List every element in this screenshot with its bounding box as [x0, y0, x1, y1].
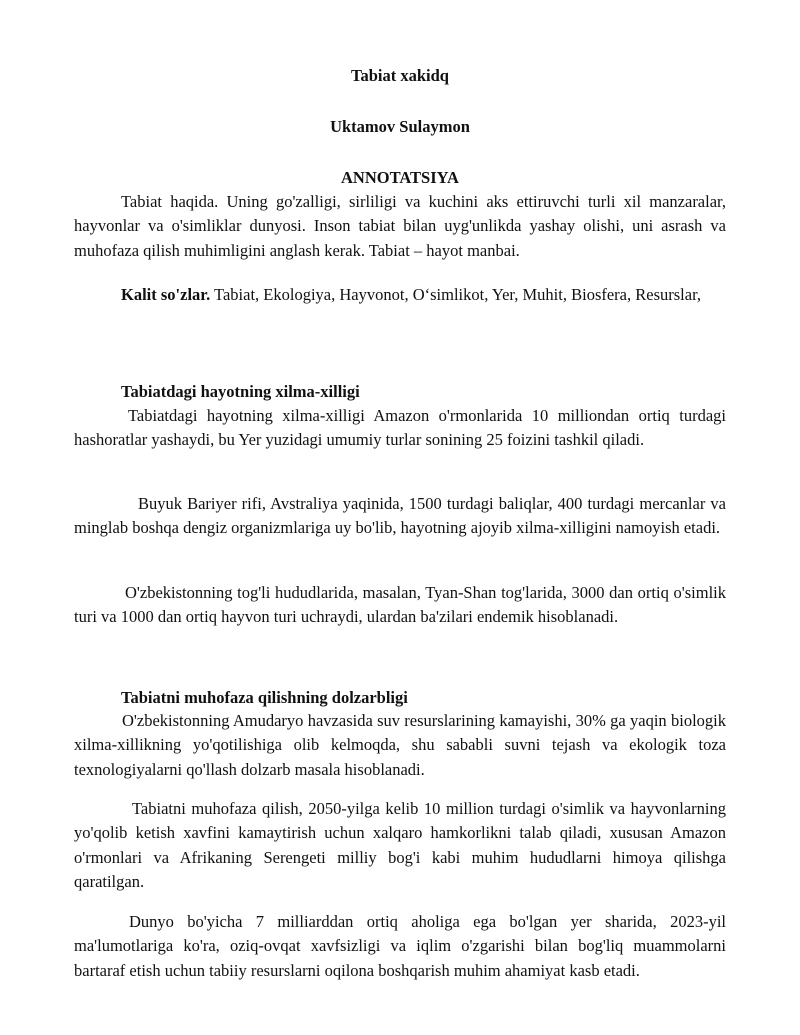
section1-paragraph: O'zbekistonning tog'li hududlarida, masalan, Tyan-Shan tog'larida, 3000 dan ortiq o'simlik turi va 1000 dan ortiq hayvon turi uchraydi, ulardan ba'zilari endemik hisoblanadi.	[74, 583, 726, 627]
document-page	[74, 0, 726, 1035]
author-name: Uktamov Sulaymon	[330, 117, 470, 136]
section-heading-conservation: Tabiatni muhofaza qilishning dolzarbligi	[121, 688, 408, 707]
section1-paragraph: Tabiatdagi hayotning xilma-xilligi Amazon o'rmonlarida 10 milliondan ortiq turdagi hashoratlar yashaydi, bu Yer yuzidagi umumiy turlar sonining 25 foizini tashkil qiladi.	[74, 406, 726, 450]
keywords-paragraph	[74, 283, 726, 307]
annotation-paragraph: Tabiat haqida. Uning go'zalligi, sirliligi va kuchini aks ettiruvchi turli xil manzaralar, hayvonlar va o'simliklar dunyosi. Inson tabiat bilan uyg'unlikda yashay olishi, uni asrash va muhofaza qilish muhimligini anglash kerak. Tabiat – hayot manbai.	[74, 192, 726, 260]
section2-paragraph: Dunyo bo'yicha 7 milliarddan ortiq aholiga ega bo'lgan yer sharida, 2023-yil ma'lumotlariga ko'ra, oziq-ovqat xavfsizligi va iqlim o'zgarishi bilan bog'liq muammolarni bartaraf etish uchun tabiiy resurslarni oqilona boshqarish muhim ahamiyat kasb etadi.	[74, 912, 726, 980]
section1-paragraph: Buyuk Bariyer rifi, Avstraliya yaqinida, 1500 turdagi baliqlar, 400 turdagi mercanlar va minglab boshqa dengiz organizmlariga uy bo'lib, hayotning ajoyib xilma-xilligini namoyish etadi.	[74, 494, 726, 538]
keywords-text: Tabiat, Ekologiya, Hayvonot, O‘simlikot, Yer, Muhit, Biosfera, Resurslar,	[210, 285, 702, 304]
document-title: Tabiat xakidq	[351, 66, 449, 85]
annotation-heading: ANNOTATSIYA	[341, 168, 459, 187]
section-heading-biodiversity: Tabiatdagi hayotning xilma-xilligi	[121, 382, 360, 401]
keywords-label: Kalit so'zlar.	[121, 285, 211, 304]
section2-paragraph: O'zbekistonning Amudaryo havzasida suv resurslarining kamayishi, 30% ga yaqin biologik xilma-xillikning yo'qotilishiga olib kelmoqda, shu sababli suvni tejash va ekologik toza texnologiyalarni qo'llash dolzarb masala hisoblanadi.	[74, 711, 726, 779]
section2-paragraph: Tabiatni muhofaza qilish, 2050-yilga kelib 10 million turdagi o'simlik va hayvonlarning yo'qolib ketish xavfini kamaytirish uchun xalqaro hamkorlikni talab qiladi, xususan Amazon o'rmonlari va Afrikaning Serengeti milliy bog'i kabi muhim hududlarni himoya qilishga qaratilgan.	[74, 799, 726, 892]
